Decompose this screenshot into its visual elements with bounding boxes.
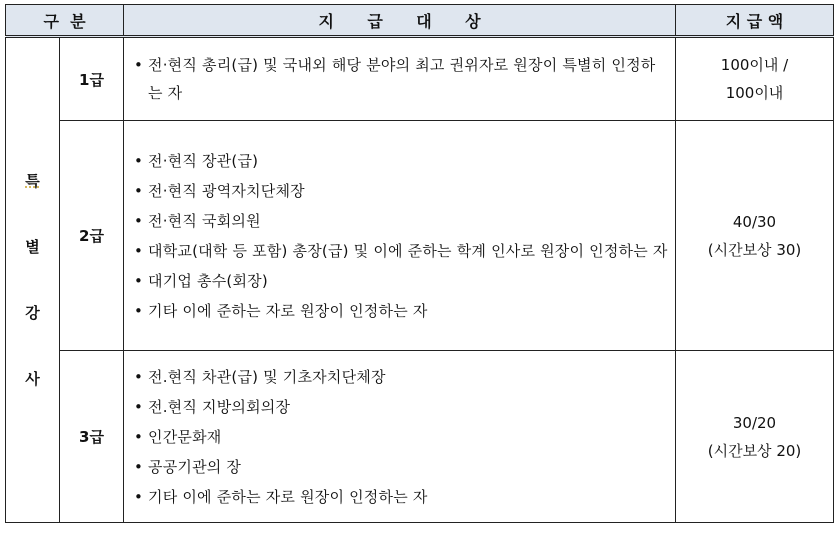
list-item: • 전·현직 장관(급): [132, 146, 669, 176]
list-item: • 대학교(대학 등 포함) 총장(급) 및 이에 준하는 학계 인사로 원장이 인정하는 자: [132, 236, 669, 266]
list-item: • 전.현직 지방의회의장: [132, 392, 669, 422]
target-list-1: [124, 37, 676, 121]
amount-2-line2: (시간보상 30): [707, 240, 802, 259]
header-target: 지 급 대 상: [124, 5, 676, 37]
list-item: • 대기업 총수(회장): [132, 266, 669, 296]
target-list-3: [124, 351, 676, 523]
list-item: • 기타 이에 준하는 자로 원장이 인정하는 자: [132, 296, 669, 326]
table-row-grade-1: [6, 37, 834, 121]
category-char-4: 사: [25, 370, 40, 388]
amount-2: [676, 121, 834, 351]
header-amount: 지 급 액: [676, 5, 834, 37]
amount-3: [676, 351, 834, 523]
amount-1-line2: 100이내: [725, 84, 784, 102]
lecturer-fee-table: [5, 4, 834, 523]
category-cell: [6, 37, 60, 523]
list-item: • 전·현직 총리(급) 및 국내외 해당 분야의 최고 권위자로 원장이 특별히 인정하는 자: [132, 51, 669, 107]
list-item: • 전·현직 광역자치단체장: [132, 176, 669, 206]
amount-1: [676, 37, 834, 121]
list-item: • 공공기관의 장: [132, 452, 669, 482]
grade-1: 1급: [60, 37, 124, 121]
grade-3: 3급: [60, 351, 124, 523]
amount-1-line1: 100이내 /: [720, 56, 789, 74]
amount-3-line1: 30/20: [732, 413, 777, 432]
category-char-3: 강: [25, 304, 40, 322]
category-char-1: 특: [25, 172, 40, 190]
table-row-grade-3: [6, 351, 834, 523]
list-item: • 전·현직 국회의원: [132, 206, 669, 236]
target-list-2: [124, 121, 676, 351]
table-row-grade-2: [6, 121, 834, 351]
amount-3-line2: (시간보상 20): [707, 441, 802, 460]
header-category: 구 분: [6, 5, 124, 37]
category-char-2: 별: [25, 238, 40, 256]
amount-2-line1: 40/30: [732, 212, 777, 231]
table-header-row: [6, 5, 834, 37]
list-item: • 인간문화재: [132, 422, 669, 452]
list-item: • 기타 이에 준하는 자로 원장이 인정하는 자: [132, 482, 669, 512]
list-item: • 전.현직 차관(급) 및 기초자치단체장: [132, 362, 669, 392]
grade-2: 2급: [60, 121, 124, 351]
